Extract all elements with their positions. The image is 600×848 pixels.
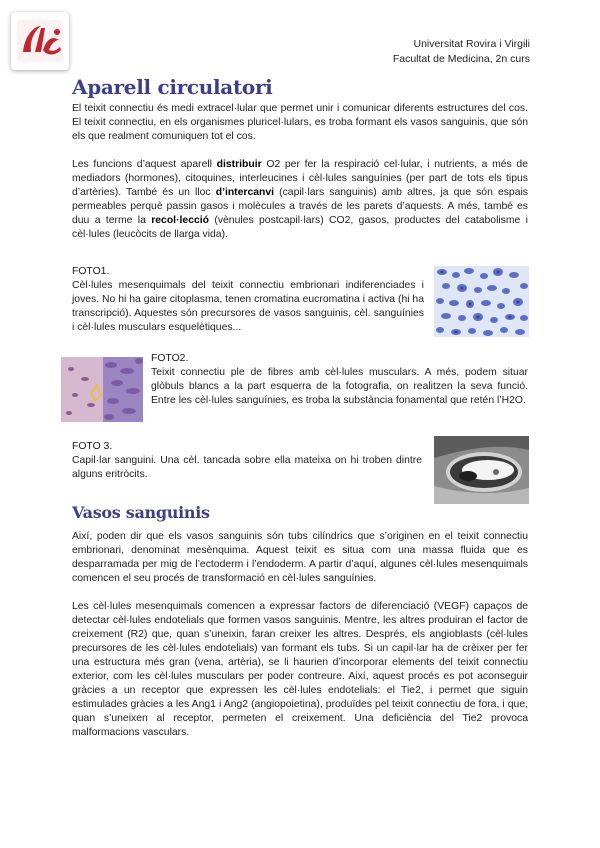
university-name: Universitat Rovira i Virgili: [413, 38, 530, 50]
foto2-label: FOTO2.: [151, 353, 189, 364]
university-logo: [11, 12, 69, 70]
vasos-paragraph-1: Així, poden dir que els vasos sanguinis són tubs cilíndrics que s’originen en el teixit connectiu embrionari, denominat mesènquima. Aquest teixit es situa com una massa fluida que es desparramada per mig de l’ectoderm i l’endoderm. A partir d’aquí, algunes cèl·lules mesenquimals comencen el seu procés de transformació en cèl·lules sanguínies.: [72, 531, 528, 584]
foto2-image: [61, 357, 143, 422]
section-title-vasos: Vasos sanguinis: [72, 503, 210, 522]
vasos-paragraph-2: Les cèl·lules mesenquimals comencen a expressar factors de diferenciació (VEGF) capaços de detectar cèl·lules endotelials que formen vasos sanguinis. Mentre, les altres produiran el factor de creixement (R2) que, quan s’uneixin, faran creixer les altres. Després, els angioblasts (cèl·lules precursores de les cèl·lules endotelials) van formant els tubs. Si un capil·lar ha de crèixer per fer una estructura més gran (vena, artèria), se li haurien d’incorporar elements del teixit connectiu exterior, com les cèl·lules musculars per poder contreure. Així, aquest procés es pot aconseguir gràcies a un receptor que expressen les cèl·lules endotelials: el Tie2, i permet que siguin estimulades gràcies a les Ang1 i Ang2 (angiopoietina), produïdes pel teixit connectiu de fora, i que, quan s’uneixen al receptor, permeten el creixement. Una deficiència del Tie2 provoca malformacions vasculars.: [72, 601, 528, 738]
foto3-caption: Capil·lar sanguini. Una cèl. tancada sobre ella mateixa on hi troben dintre alguns eritròcits.: [72, 455, 422, 480]
term-recollecio: recol·lecció: [151, 215, 209, 226]
foto1-image: [434, 266, 529, 337]
functions-text-e: (vènules postcapil·lars) CO2, gasos, productes del catabolisme i cèl·lules (leucòcits de llarga vida).: [72, 215, 528, 240]
section-title-aparell: Aparell circulatori: [72, 75, 273, 99]
foto1-label: FOTO1.: [72, 266, 110, 277]
university-logo-icon: [11, 12, 69, 70]
term-intercanvi: d’intercanvi: [215, 187, 275, 198]
foto3-label: FOTO 3.: [72, 441, 113, 452]
foto1-caption: Cèl·lules mesenquimals del teixit connectiu embrionari indiferenciades i joves. No hi ha gaire citoplasma, tenen cromatina eucromatina i activa (hi ha transcripció). Aquestes són precursores de vasos sanguinis, cèl. sanguínies i cèl·lules musculars esquelètiques...: [72, 280, 424, 333]
foto2-caption: Teixit connectiu ple de fibres amb cèl·lules musculars. A més, podem situar glòbuls blancs a la part esquerra de la fotografia, on realitzen la seva funció. Entre les cèl·lules sanguínies, es troba la substància fonamental que retén l’H2O.: [151, 367, 528, 406]
functions-paragraph: [72, 158, 528, 242]
functions-text-c: O2 per fer la respiració cel·lular, i nutrients, a més de mediadors (hormones), citoquines, interleucines i cèl·lules sanguínies (per part de tots els tipus d’artèries). També és un lloc: [72, 159, 528, 198]
foto3-image: [434, 436, 529, 504]
document-header: [393, 37, 530, 67]
functions-text-a: Les funcions d’aquest aparell: [72, 159, 217, 170]
intro-paragraph: El teixit connectiu és medi extracel·lular que permet unir i comunicar diferents estructures del cos. El teixit connectiu, en els organismes pluricel·lulars, es troba formant els vasos sanguinis, que són els que realment comuniquen tot el cos.: [72, 103, 528, 142]
term-distribuir: distribuir: [216, 159, 262, 170]
functions-text-d: (capil·lars sanguinis) amb altres, ja que són espais permeables perquè passin gasos i molècules a través de les parets d’aquests. A més, també es duu a terme la: [72, 187, 528, 226]
faculty-course: Facultat de Medicina, 2n curs: [392, 53, 530, 65]
